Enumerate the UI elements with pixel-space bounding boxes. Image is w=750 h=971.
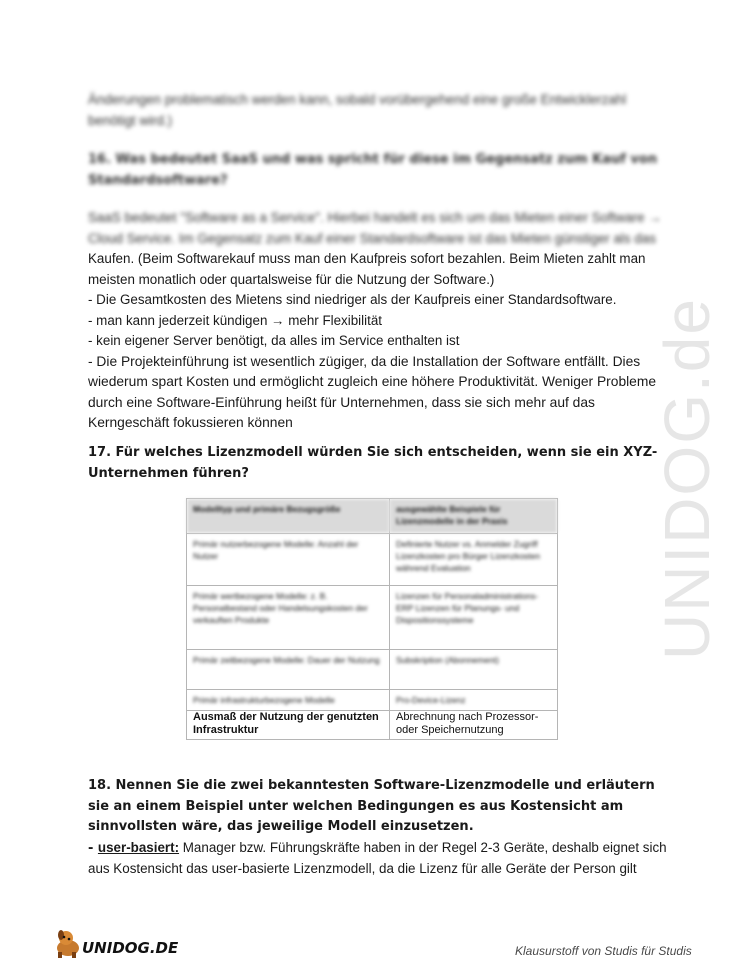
table-cell: Definierte Nutzer vs. Anmelder Zugriff Lizenzkosten pro Bürger Lizenzkosten während Evaluation (390, 534, 558, 586)
table-row (187, 650, 558, 690)
table-cell: Primär nutzerbezogene Modelle: Anzahl der Nutzer (187, 534, 390, 586)
q18-term: user-basiert: (97, 839, 180, 855)
table-row (187, 586, 558, 650)
footer-tagline: Klausurstoff von Studis für Studis (515, 944, 692, 958)
q16-heading (88, 150, 668, 191)
q16-blurred-answer: SaaS bedeutet "Software as a Service". Hierbei handelt es sich um das Mieten einer Software → Cloud Service. Im Gegensatz zum Kauf einer Standardsoftware ist das Mieten günstiger als das (88, 210, 662, 246)
watermark: UNIDOG.de (651, 297, 723, 660)
q18-answer-line1 (88, 838, 668, 860)
q18-answer-line2: aus Kostensicht das user-basierte Lizenzmodell, da die Lizenz für alle Geräte der Person gilt (88, 861, 637, 876)
q17-heading (88, 443, 668, 484)
table-cell: Primär zeitbezogene Modelle: Dauer der Nutzung (187, 650, 390, 690)
q16-answer-line2: meisten monatlich oder quartalsweise für die Nutzung der Software.) (88, 271, 495, 287)
q18-text-line1: Manager bzw. Führungskräfte haben in der Regel 2-3 Geräte, deshalb eignet sich (179, 839, 667, 855)
q18-dash: - (88, 840, 98, 856)
q16-answer-line1: Kaufen. (Beim Softwarekauf muss man den Kaufpreis sofort bezahlen. Beim Mieten zahlt man (88, 251, 646, 266)
table-cell-last-left: Ausmaß der Nutzung der genutzten Infrastruktur (187, 711, 390, 740)
q16-bullet-4: - Die Projekteinführung ist wesentlich zügiger, da die Installation der Software entfällt. Dies wiederum spart Kosten und ermöglicht zugleich eine höhere Produktivität. Weniger Probleme durch eine Software-Einführung heißt für Unternehmen, dass sie sich mehr auf das Kerngeschäft fokussieren können (88, 353, 657, 430)
table-cell: Subskription (Abonnement) (390, 650, 558, 690)
q17-heading-text: 17. Für welches Lizenzmodell würden Sie sich entscheiden, wenn sie ein XYZ-Unternehmen führen? (88, 445, 658, 481)
table-cell-last-right: Abrechnung nach Prozessor- oder Speichernutzung (390, 711, 558, 740)
unidog-logo (52, 926, 182, 962)
table-row-last (187, 711, 558, 740)
q16-answer (88, 208, 668, 434)
table-header-cell: Modelltyp und primäre Bezugsgröße (187, 499, 390, 534)
logo-text: UNIDOG.DE (82, 939, 179, 957)
table-cell: Pro-Device-Lizenz (390, 690, 558, 711)
table-row (187, 690, 558, 711)
table-row (187, 534, 558, 586)
table-cell: Primär wertbezogene Modelle: z. B. Personalbestand oder Handelsungskosten der verkauften Produkte (187, 586, 390, 650)
dog-logo-icon (52, 926, 182, 962)
license-table (186, 498, 558, 740)
table-cell: Lizenzen für Personaladministrations-ERP Lizenzen für Planungs- und Dispositionssysteme (390, 586, 558, 650)
table-cell: Primär infrastrukturbezogene Modelle (187, 690, 390, 711)
q16-bullet-3: - kein eigener Server benötigt, da alles im Service enthalten ist (88, 333, 460, 348)
license-table-figure (182, 498, 562, 754)
q16-bullet-2: - man kann jederzeit kündigen → mehr Flexibilität (88, 312, 382, 328)
q16-heading-text: 16. Was bedeutet SaaS und was spricht für diese im Gegensatz zum Kauf von Standardsoftware? (88, 152, 658, 188)
intro-blurred (88, 90, 668, 131)
q16-bullet-1: - Die Gesamtkosten des Mietens sind niedriger als der Kaufpreis einer Standardsoftware. (88, 292, 617, 307)
q18 (88, 776, 668, 880)
table-header-cell: ausgewählte Beispiele für Lizenzmodelle in der Praxis (390, 499, 558, 534)
q18-heading-text: 18. Nennen Sie die zwei bekanntesten Software-Lizenzmodelle und erläutern sie an einem Beispiel unter welchen Bedingungen es aus Kostensicht am sinnvollsten wäre, das jeweilige Modell einzusetzen. (88, 778, 655, 834)
intro-text: Änderungen problematisch werden kann, sobald vorübergehend eine große Entwicklerzahl benötigt wird.) (88, 92, 627, 128)
table-header-row (187, 499, 558, 534)
